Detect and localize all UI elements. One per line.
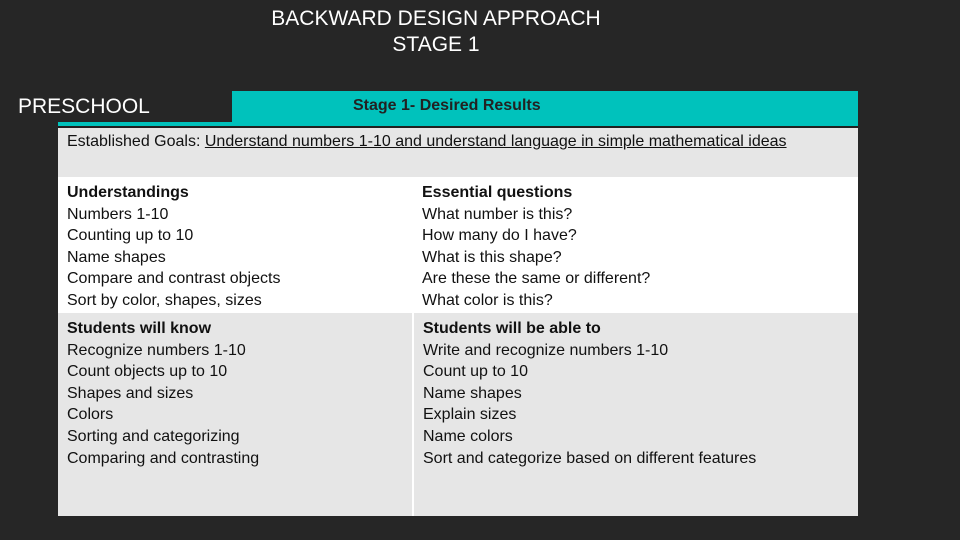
list-item: Count up to 10 <box>423 363 528 381</box>
list-item: Colors <box>67 406 114 424</box>
goals-label: Established Goals: <box>67 133 205 150</box>
stage-header: Stage 1- Desired Results <box>353 97 541 114</box>
list-item: Compare and contrast objects <box>67 270 281 288</box>
list-item: What is this shape? <box>422 248 562 266</box>
list-item: Shapes and sizes <box>67 384 194 402</box>
understandings-heading: Understandings <box>67 184 189 201</box>
list-item: Name shapes <box>67 248 166 266</box>
list-item: Write and recognize numbers 1-10 <box>423 341 669 359</box>
list-item: How many do I have? <box>422 227 577 245</box>
list-item: Numbers 1-10 <box>67 205 169 223</box>
established-goals-row <box>58 128 858 177</box>
students-will-know-cell <box>58 313 414 516</box>
list-item: Sort by color, shapes, sizes <box>67 291 262 309</box>
essential-questions-heading: Essential questions <box>422 184 573 201</box>
slide-title <box>0 6 872 58</box>
preschool-label: PRESCHOOL <box>0 91 232 122</box>
list-item: Count objects up to 10 <box>67 363 228 381</box>
students-will-be-able-to-cell <box>414 313 858 516</box>
students-will-know-heading: Students will know <box>67 320 212 337</box>
list-item: Counting up to 10 <box>67 227 194 245</box>
goals-text: Understand numbers 1-10 and understand language in simple mathematical ideas <box>204 133 787 150</box>
list-item: Comparing and contrasting <box>67 449 260 467</box>
list-item: Name shapes <box>423 384 522 402</box>
stage-1-table <box>58 91 858 516</box>
list-item: Explain sizes <box>423 406 517 424</box>
understandings-cell <box>58 177 413 313</box>
students-will-be-able-to-heading: Students will be able to <box>423 320 601 337</box>
list-item: Sorting and categorizing <box>67 427 240 445</box>
list-item: What color is this? <box>422 291 553 309</box>
slide-title-line-1: BACKWARD DESIGN APPROACH <box>271 7 601 30</box>
list-item: What number is this? <box>422 205 573 223</box>
list-item: Name colors <box>423 427 513 445</box>
list-item: Are these the same or different? <box>422 270 651 288</box>
essential-questions-cell <box>413 177 858 313</box>
slide-title-line-2: STAGE 1 <box>392 33 480 56</box>
list-item: Sort and categorize based on different features <box>423 449 757 467</box>
list-item: Recognize numbers 1-10 <box>67 341 246 359</box>
